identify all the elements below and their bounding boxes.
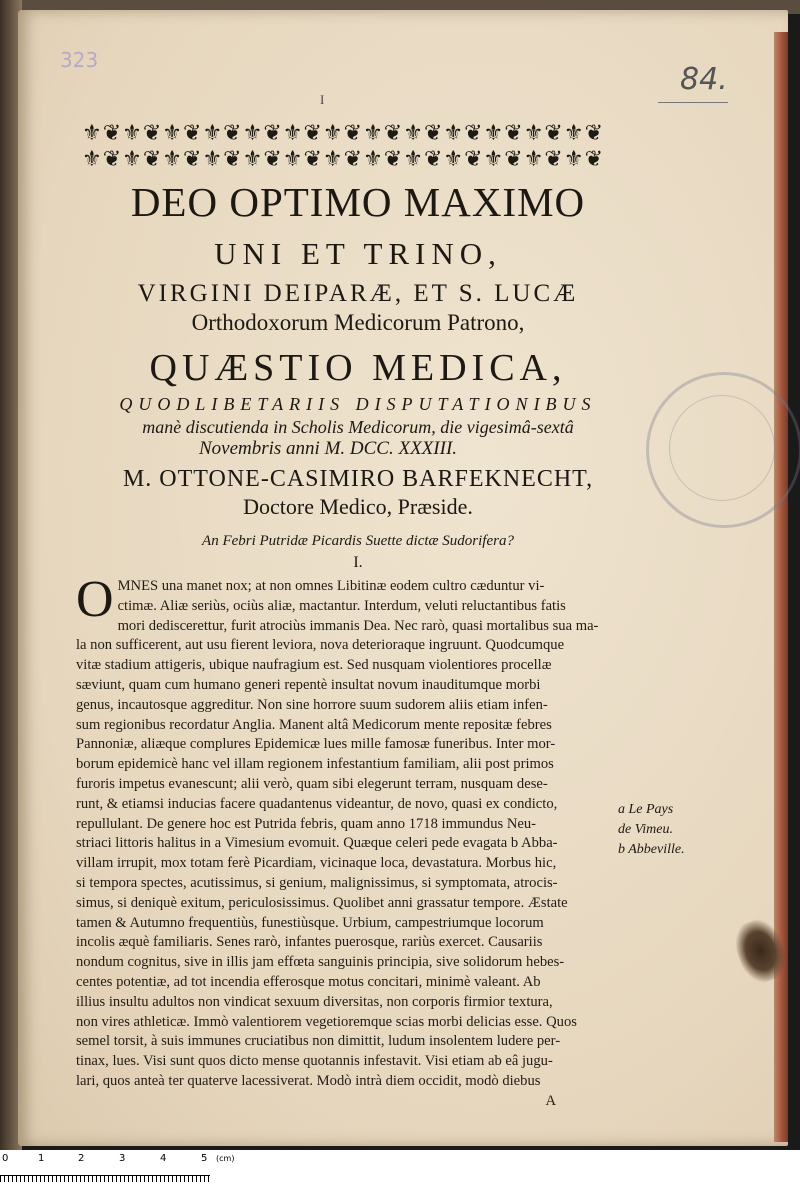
printers-ornament-band xyxy=(73,120,613,172)
body-line: genus, incautosque aggreditur. Non sine horrore suum sudorem aliis etiam infen- xyxy=(76,696,548,713)
ruler-label-0: 0 xyxy=(2,1153,9,1164)
body-line: incolis æquè familiaris. Senes rarò, infantes puerosque, rariùs exercet. Causariis xyxy=(76,934,543,951)
title-line-5: QUÆSTIO MEDICA, xyxy=(149,347,567,389)
library-stamp xyxy=(646,372,800,528)
body-text xyxy=(76,571,616,1112)
title-line-9: M. OTTONE-CASIMIRO BARFEKNECHT, xyxy=(122,466,594,492)
ruler-label-5: 5 xyxy=(201,1153,208,1164)
margin-notes xyxy=(618,800,685,860)
signature-mark: I xyxy=(320,92,325,107)
body-line: mori dediscerettur, furit atrociùs immanis Dea. Nec rarò, quasi mortalibus sua ma- xyxy=(117,617,599,634)
body-line: runt, & etiamsi inducias facere quadantenus videantur, de novo, quasi ex condicto, xyxy=(76,795,558,812)
body-line: sum regionibus recordatur Anglia. Manent altâ Medicorum mente repositæ febres xyxy=(76,716,552,733)
body-line: furoris impetus evanescunt; alii verò, quam sibi elegerunt terram, nusquam dese- xyxy=(76,775,548,792)
body-line: non vires athleticæ. Immò valentiorem vegetioremque scias morbi delicias esse. Quos xyxy=(76,1013,577,1030)
body-line: si tempora spectes, acutissimus, si genium, malignissimus, si symptomata, atrocis- xyxy=(76,874,558,891)
ruler-label-1: 1 xyxy=(38,1153,45,1164)
body-line: la non sufficerent, aut usu fierent leviora, nova deterioraque ingruunt. Quodcumque xyxy=(76,637,565,654)
body-line: tinax, lues. Visi sunt quos dicto mense quotannis infestavit. Visi etiam ab eâ jugu- xyxy=(76,1053,553,1070)
folio-underline xyxy=(658,102,728,103)
body-line: nondum cognitus, sive in illis jam effœta sanguinis principia, sive solidorum hebes- xyxy=(76,954,565,971)
question-line: An Febri Putridæ Picardis Suette dictæ Sudorifera? xyxy=(202,533,514,549)
library-stamp-inner-ring xyxy=(669,395,775,501)
scale-ruler xyxy=(0,1150,800,1184)
body-line: semel torsit, à suis immunes cruciatibus non dimittit, ludum insolentem ludere per- xyxy=(76,1033,561,1050)
body-line: sæviunt, quam cum humano generi repentè insultat novum inauditumque morbi xyxy=(76,676,541,693)
margin-note-a-line1: a Le Pays xyxy=(618,802,674,817)
pencil-number: 323 xyxy=(60,48,99,72)
ruler-scale-bar xyxy=(0,1175,210,1182)
body-line: simus, si deniquè exitum, periculosissimus. Quolibet anni grassatur tempore. Æstate xyxy=(76,894,568,911)
ruler-unit: (cm) xyxy=(216,1154,235,1163)
title-line-4: Orthodoxorum Medicorum Patrono, xyxy=(191,310,525,335)
title-line-1: DEO OPTIMO MAXIMO xyxy=(130,179,586,225)
body-line: ctimæ. Aliæ seriùs, ociùs aliæ, mactantur. Interdum, veluti reluctantibus fatis xyxy=(117,597,566,614)
body-line: vitæ stadium attigeris, ubique naufragium est. Sed nusquam violentiores procellæ xyxy=(76,657,552,674)
body-line: centes potentiæ, ad tot incendia efferosque motus concitari, minimè valeant. Ab xyxy=(76,973,541,990)
ruler-label-4: 4 xyxy=(160,1153,167,1164)
ornament-row-2: ⚜❦⚜❦⚜❦⚜❦⚜❦⚜❦⚜❦⚜❦⚜❦⚜❦⚜❦⚜❦⚜❦ xyxy=(81,146,605,171)
drop-cap: O xyxy=(76,571,114,628)
section-number: I. xyxy=(353,554,363,571)
title-line-8: Novembris anni M. DCC. XXXIII. xyxy=(198,438,458,459)
body-line: MNES una manet nox; at non omnes Libitinæ eodem cultro cæduntur vi- xyxy=(117,578,545,594)
margin-note-b: b Abbeville. xyxy=(618,842,685,857)
ruler-label-2: 2 xyxy=(78,1153,85,1164)
body-line: borum epidemicè hanc vel illam regionem infestantium familiam, alii post primos xyxy=(76,756,554,773)
body-line: Pannoniæ, aliæque complures Epidemicæ lues mille famosæ funeribus. Inter mor- xyxy=(76,736,556,753)
body-line: villam irrupit, mox totam ferè Picardiam, vicinaque loca, devastatura. Morbus hic, xyxy=(76,855,557,872)
catchword: A xyxy=(545,1092,556,1109)
body-line: lari, quos anteà ter quaterve lacessiverat. Modò intrà diem occidit, modò diebus xyxy=(76,1072,541,1089)
ruler-label-3: 3 xyxy=(119,1153,126,1164)
body-line: illius insultu adultos non vindicat sexuum diversitas, non corporis firmior textura, xyxy=(76,993,553,1010)
ornament-row-1: ⚜❦⚜❦⚜❦⚜❦⚜❦⚜❦⚜❦⚜❦⚜❦⚜❦⚜❦⚜❦⚜❦ xyxy=(81,120,605,145)
book-page xyxy=(18,10,788,1146)
title-line-2: UNI ET TRINO, xyxy=(214,236,502,271)
folio-number: 84. xyxy=(680,62,728,97)
title-line-3: VIRGINI DEIPARÆ, ET S. LUCÆ xyxy=(137,280,579,307)
title-line-6: QUODLIBETARIIS DISPUTATIONIBUS xyxy=(119,394,597,414)
title-line-10: Doctore Medico, Præside. xyxy=(243,494,473,519)
margin-note-a-line2: de Vimeu. xyxy=(618,822,673,837)
body-line: tamen & Autumno frequentiùs, funestiùsque. Urbium, campestriumque locorum xyxy=(76,914,544,931)
body-line: repullulant. De genere hoc est Putrida febris, quam anno 1718 immundus Neu- xyxy=(76,815,536,832)
body-line: striaci littoris halitus in a Vimesium evomuit. Quæque celeri pede evagata b Abba- xyxy=(76,835,558,852)
title-line-7: manè discutienda in Scholis Medicorum, die vigesimâ-sextâ xyxy=(142,417,574,437)
